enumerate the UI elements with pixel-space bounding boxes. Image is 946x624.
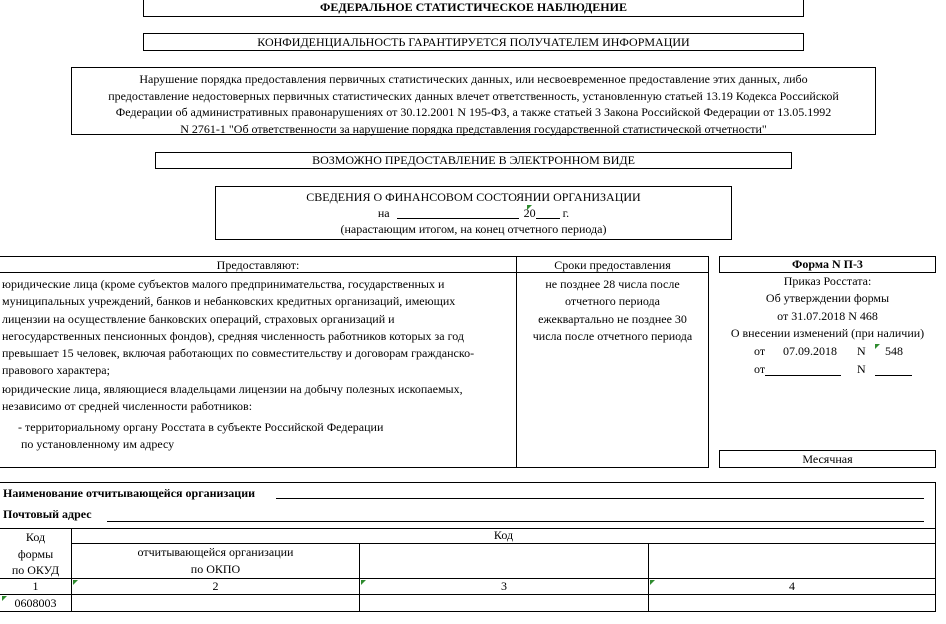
- submitters-table: [0, 256, 709, 468]
- report-date-line: [216, 205, 731, 221]
- change-from-label: от: [754, 344, 766, 358]
- code-input-3[interactable]: [360, 595, 648, 611]
- address-input[interactable]: [107, 521, 924, 522]
- deadlines-text: [517, 276, 708, 345]
- deadline-line: отчетного периода: [565, 294, 660, 309]
- form-change-row-2: [719, 362, 936, 380]
- warning-box: [71, 67, 876, 135]
- recipient-line: - территориальному органу Росстата в субъекте Российской Федерации: [18, 420, 384, 434]
- report-subtitle: (нарастающим итогом, на конец отчетного периода): [340, 222, 607, 236]
- form-approval: Об утверждении формы: [765, 291, 890, 306]
- comment-marker-icon: [527, 205, 532, 210]
- submitters-line: правового характера;: [2, 363, 110, 378]
- change-date: 07.09.2018: [783, 344, 837, 358]
- submitters-line: муниципальных учреждений, банков и небанковских кредитных организаций, имеющих: [2, 294, 456, 309]
- address-label: Почтовый адрес: [3, 507, 92, 521]
- submitters-header: Предоставляют:: [216, 258, 300, 272]
- report-year-suffix: г.: [562, 206, 570, 220]
- submitters-paragraph-2: [2, 381, 516, 416]
- report-date-input[interactable]: [397, 206, 519, 219]
- form-change-row-1: [719, 344, 936, 362]
- okud-header-line: по ОКУД: [11, 563, 60, 577]
- confidentiality-box: [143, 33, 804, 51]
- form-info: [719, 273, 936, 342]
- submitters-line: юридические лица (кроме субъектов малого предпринимательства, государственных и: [2, 277, 445, 291]
- comment-marker-icon: [650, 580, 655, 585]
- submitters-recipient: [18, 419, 514, 454]
- report-on-label: на: [377, 206, 390, 220]
- form-name-box: [719, 256, 936, 273]
- change-from-label-2: от: [754, 362, 766, 376]
- deadlines-header: Сроки предоставления: [554, 258, 671, 272]
- report-title: СВЕДЕНИЯ О ФИНАНСОВОМ СОСТОЯНИИ ОРГАНИЗАЦИИ: [306, 190, 641, 204]
- okud-header-line: Код: [25, 530, 46, 544]
- code-header: Код: [493, 528, 514, 542]
- column-number-3: 3: [501, 579, 507, 593]
- okud-value: 0608003: [14, 596, 57, 610]
- code-table: [0, 528, 935, 612]
- federal-observation-title: ФЕДЕРАЛЬНОЕ СТАТИСТИЧЕСКОЕ НАБЛЮДЕНИЕ: [320, 0, 627, 14]
- comment-marker-icon: [875, 344, 880, 349]
- column-number-1: 1: [32, 579, 39, 593]
- okpo-header-line: по ОКПО: [190, 561, 241, 576]
- deadline-line: не позднее 28 числа после: [545, 277, 680, 291]
- warning-line: N 2761-1 "Об ответственности за нарушение порядка представления государственной статистической отчетности": [180, 121, 767, 136]
- form-order: Приказ Росстата:: [783, 274, 872, 288]
- warning-line: Федерации об административных правонарушениях от 30.12.2001 N 195-ФЗ, а также статьей 3 Закона Российской Федерации от 13.05.1992: [115, 105, 832, 119]
- electronic-text: ВОЗМОЖНО ПРЕДОСТАВЛЕНИЕ В ЭЛЕКТРОННОМ ВИДЕ: [312, 153, 635, 167]
- organization-name-input[interactable]: [276, 498, 924, 499]
- okpo-header-line: отчитывающейся организации: [137, 545, 294, 559]
- warning-line: предоставление недостоверных первичных статистических данных влечет ответственность, установленную статьей 13.19 Кодекса Российской: [108, 88, 839, 103]
- organization-name-label: Наименование отчитывающейся организации: [3, 486, 256, 500]
- comment-marker-icon: [73, 580, 78, 585]
- column-number-4: 4: [789, 579, 795, 593]
- warning-line: Нарушение порядка предоставления первичных статистических данных, или несвоевременное предоставление этих данных, либо: [139, 72, 808, 86]
- change-date-input[interactable]: [765, 364, 841, 376]
- comment-marker-icon: [361, 580, 366, 585]
- change-n-label: N: [857, 344, 866, 358]
- submitters-paragraph-1: [2, 276, 516, 380]
- code-input-4[interactable]: [649, 595, 935, 611]
- form-changes: О внесении изменений (при наличии): [730, 325, 925, 340]
- report-title-box: [215, 186, 732, 240]
- change-n-label-2: N: [857, 362, 866, 376]
- okud-header-line: формы: [17, 546, 54, 561]
- submitters-line: юридические лица, являющиеся владельцами лицензии на добычу полезных ископаемых,: [2, 382, 463, 396]
- submitters-line: лицензии на осуществление банковских операций, страховых организаций и: [2, 311, 395, 326]
- form-name: Форма N П-3: [792, 257, 863, 271]
- okpo-header: [72, 544, 359, 577]
- submitters-line: превышает 15 человек, включая работающих по совместительству и договорам гражданско-: [2, 346, 475, 361]
- deadline-line: ежеквартально не позднее 30: [538, 311, 687, 326]
- submitters-line: негосударственных пенсионных фондов), средняя численность работников которых за год: [2, 328, 464, 343]
- okpo-input[interactable]: [72, 595, 359, 611]
- change-number-input[interactable]: [875, 364, 912, 376]
- electronic-box: [155, 152, 792, 169]
- column-number-2: 2: [212, 579, 219, 593]
- periodicity-box: [719, 450, 936, 468]
- change-number: 548: [885, 344, 903, 358]
- organization-block: [0, 482, 936, 612]
- federal-observation-box: [143, 0, 804, 17]
- okud-header: [0, 529, 71, 579]
- deadline-line: числа после отчетного периода: [532, 328, 693, 343]
- report-year-prefix: 20: [523, 206, 536, 220]
- confidentiality-text: КОНФИДЕНЦИАЛЬНОСТЬ ГАРАНТИРУЕТСЯ ПОЛУЧАТЕЛЕМ ИНФОРМАЦИИ: [257, 35, 690, 49]
- report-year-input[interactable]: [536, 206, 560, 219]
- submitters-line: независимо от средней численности работников:: [2, 399, 253, 414]
- periodicity: Месячная: [802, 452, 853, 466]
- recipient-line: по установленному им адресу: [21, 437, 175, 452]
- form-approval-ref: от 31.07.2018 N 468: [777, 308, 878, 323]
